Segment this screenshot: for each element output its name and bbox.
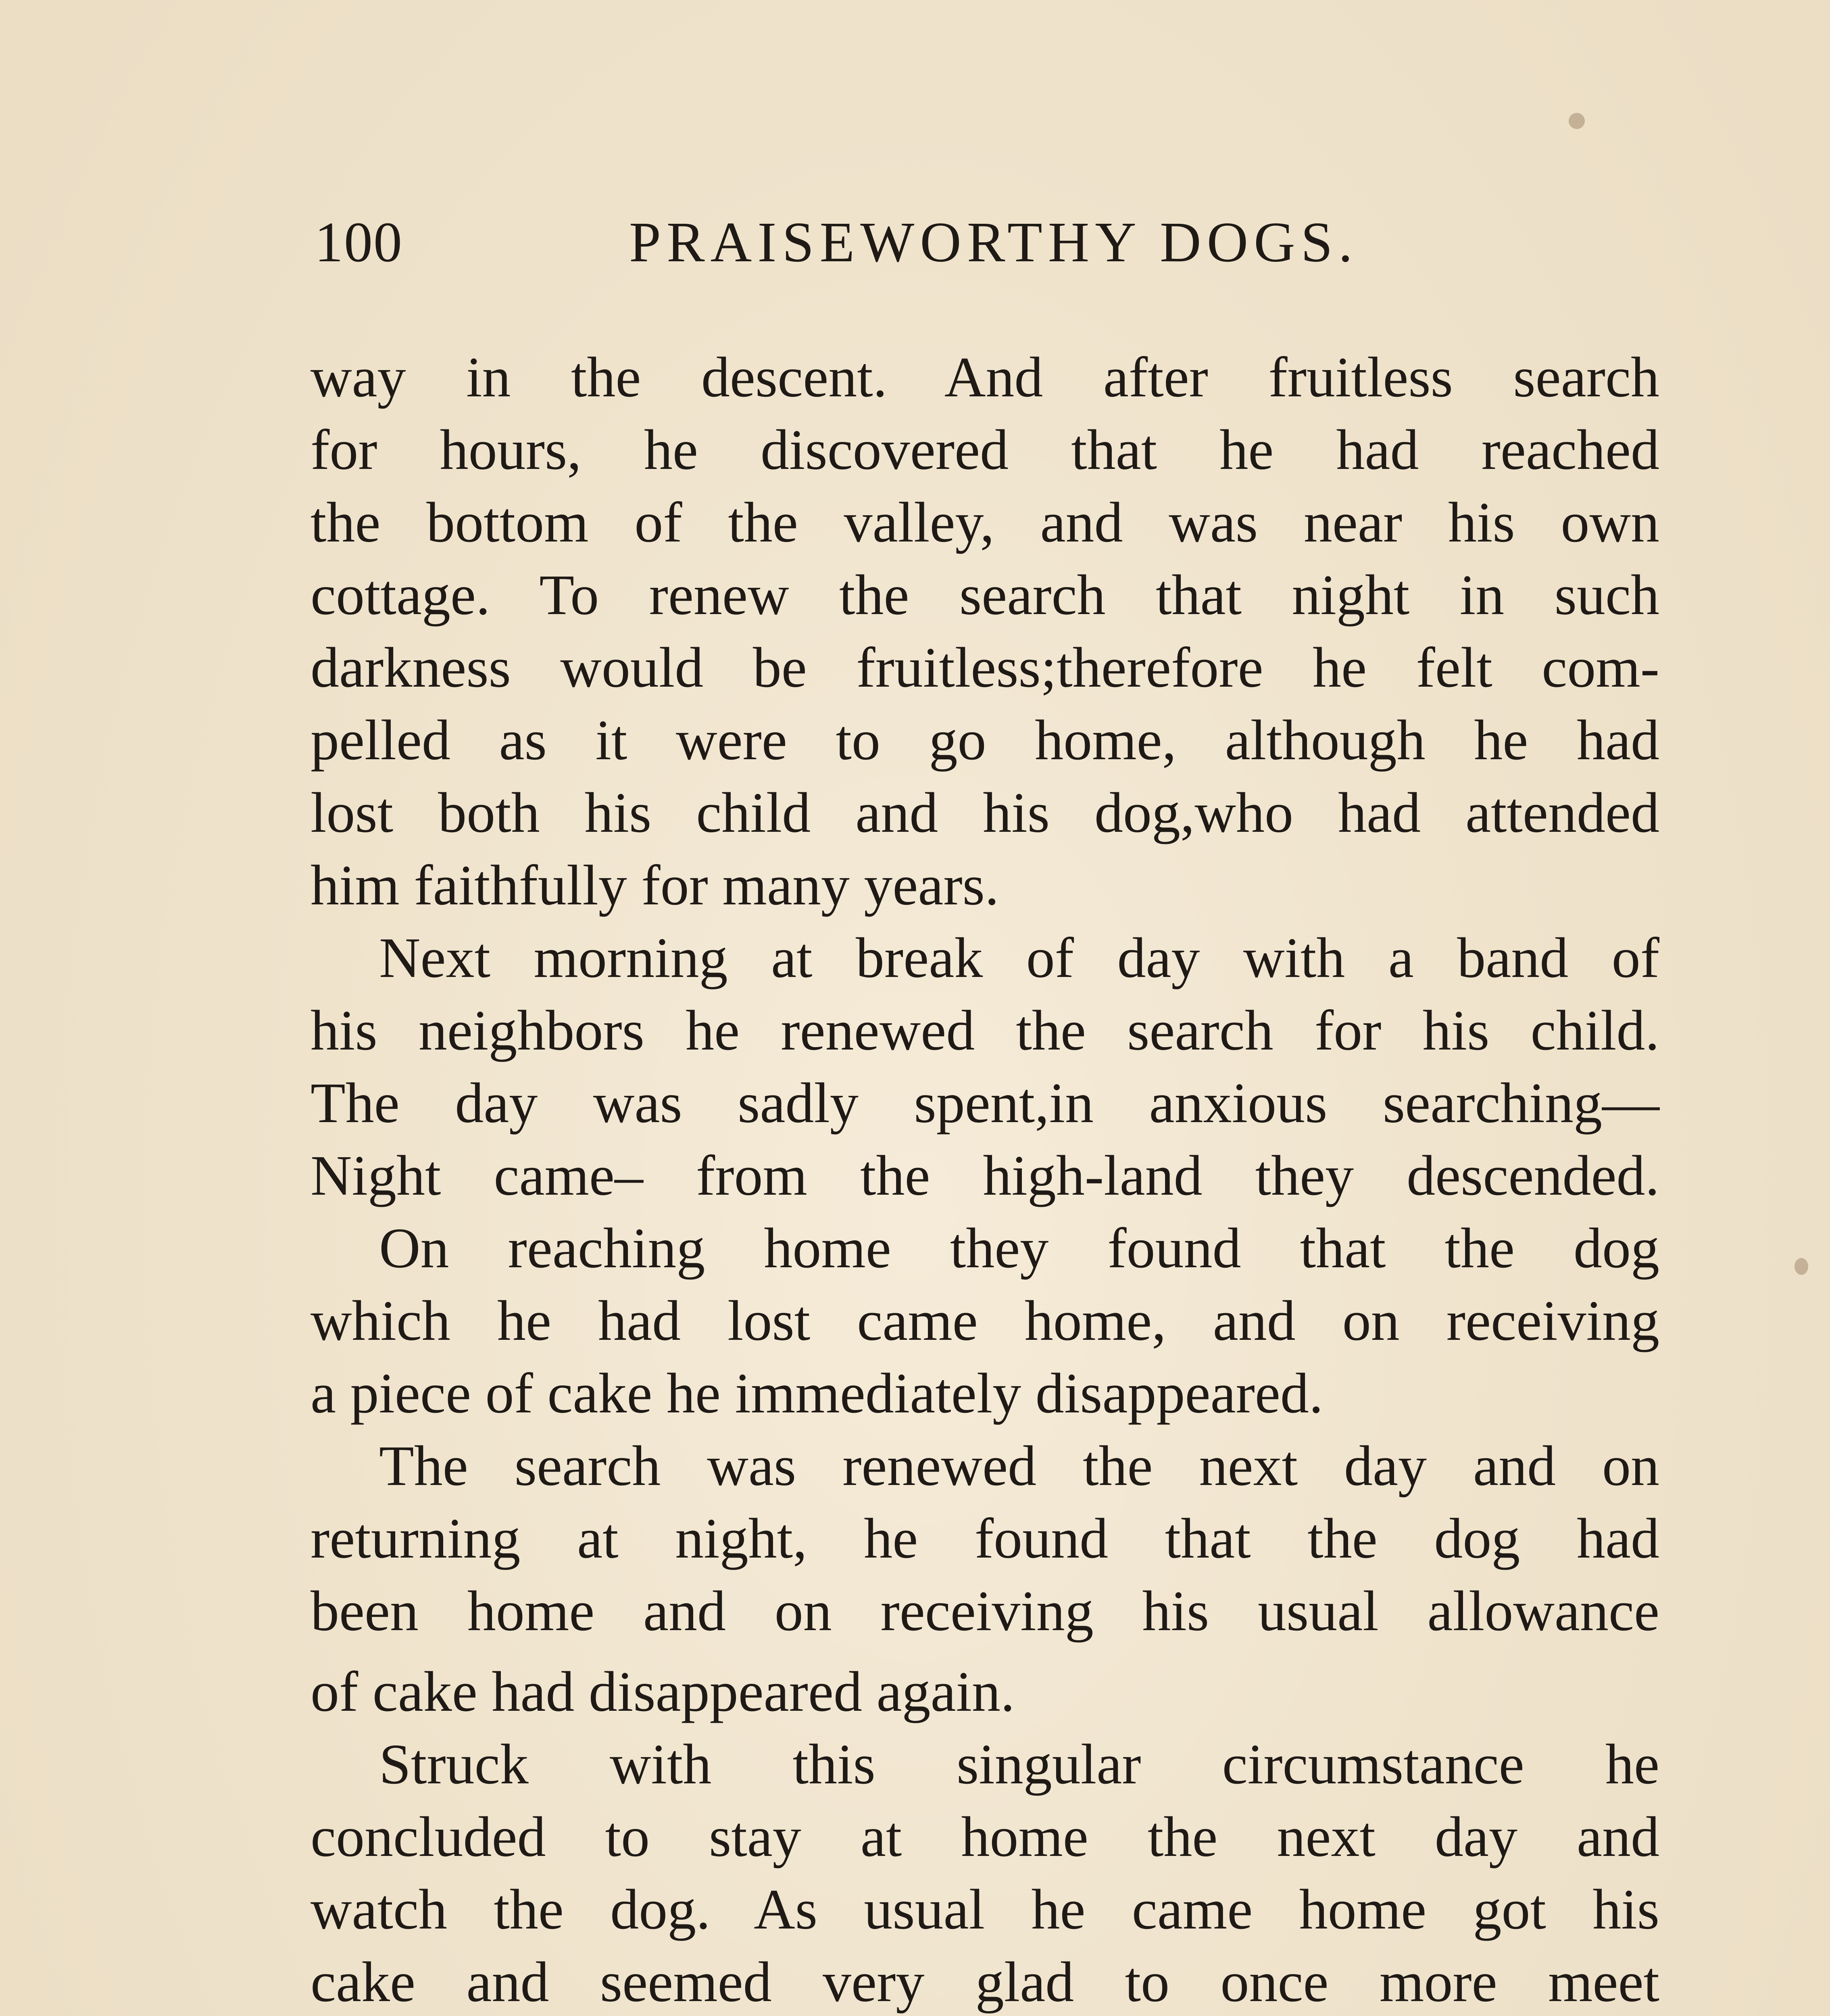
text-line: darkness would be fruitless;therefore he felt com- xyxy=(311,635,1659,699)
page-number: 100 xyxy=(315,210,403,274)
text-line: Next morning at break of day with a band of xyxy=(379,926,1659,989)
text-line: the bottom of the valley, and was near his own xyxy=(311,490,1659,554)
paper-spot xyxy=(1569,113,1585,129)
text-line: of cake had disappeared again. xyxy=(311,1660,1015,1723)
text-line: concluded to stay at home the next day and xyxy=(311,1805,1659,1868)
line-gap xyxy=(311,1647,1659,1655)
text-line: a piece of cake he immediately disappeared. xyxy=(311,1361,1324,1425)
body-text xyxy=(311,341,1659,2016)
text-line: been home and on receiving his usual allowance xyxy=(311,1579,1659,1643)
text-line: way in the descent. And after fruitless search xyxy=(311,345,1659,409)
running-title: PRAISEWORTHY DOGS. xyxy=(629,210,1359,274)
text-line: Struck with this singular circumstance he xyxy=(379,1732,1659,1796)
text-line: his neighbors he renewed the search for his child. xyxy=(311,998,1659,1062)
text-line: Night came– from the high-land they descended. xyxy=(311,1143,1659,1207)
running-head xyxy=(315,208,1645,276)
text-line: The day was sadly spent,in anxious searching— xyxy=(311,1071,1659,1135)
text-line: him faithfully for many years. xyxy=(311,853,999,917)
text-line: watch the dog. As usual he came home got his xyxy=(311,1877,1659,1941)
text-line: cake and seemed very glad to once more meet xyxy=(311,1950,1659,2014)
text-line: The search was renewed the next day and on xyxy=(379,1434,1659,1497)
text-line: which he had lost came home, and on receiving xyxy=(311,1289,1659,1352)
text-line: returning at night, he found that the dog had xyxy=(311,1506,1659,1570)
text-line: On reaching home they found that the dog xyxy=(379,1216,1659,1280)
text-line: for hours, he discovered that he had reached xyxy=(311,418,1659,481)
text-line: lost both his child and his dog,who had attended xyxy=(311,781,1659,844)
text-line: pelled as it were to go home, although he had xyxy=(311,708,1659,772)
text-line: cottage. To renew the search that night in such xyxy=(311,563,1659,627)
paper-spot xyxy=(1795,1258,1808,1275)
